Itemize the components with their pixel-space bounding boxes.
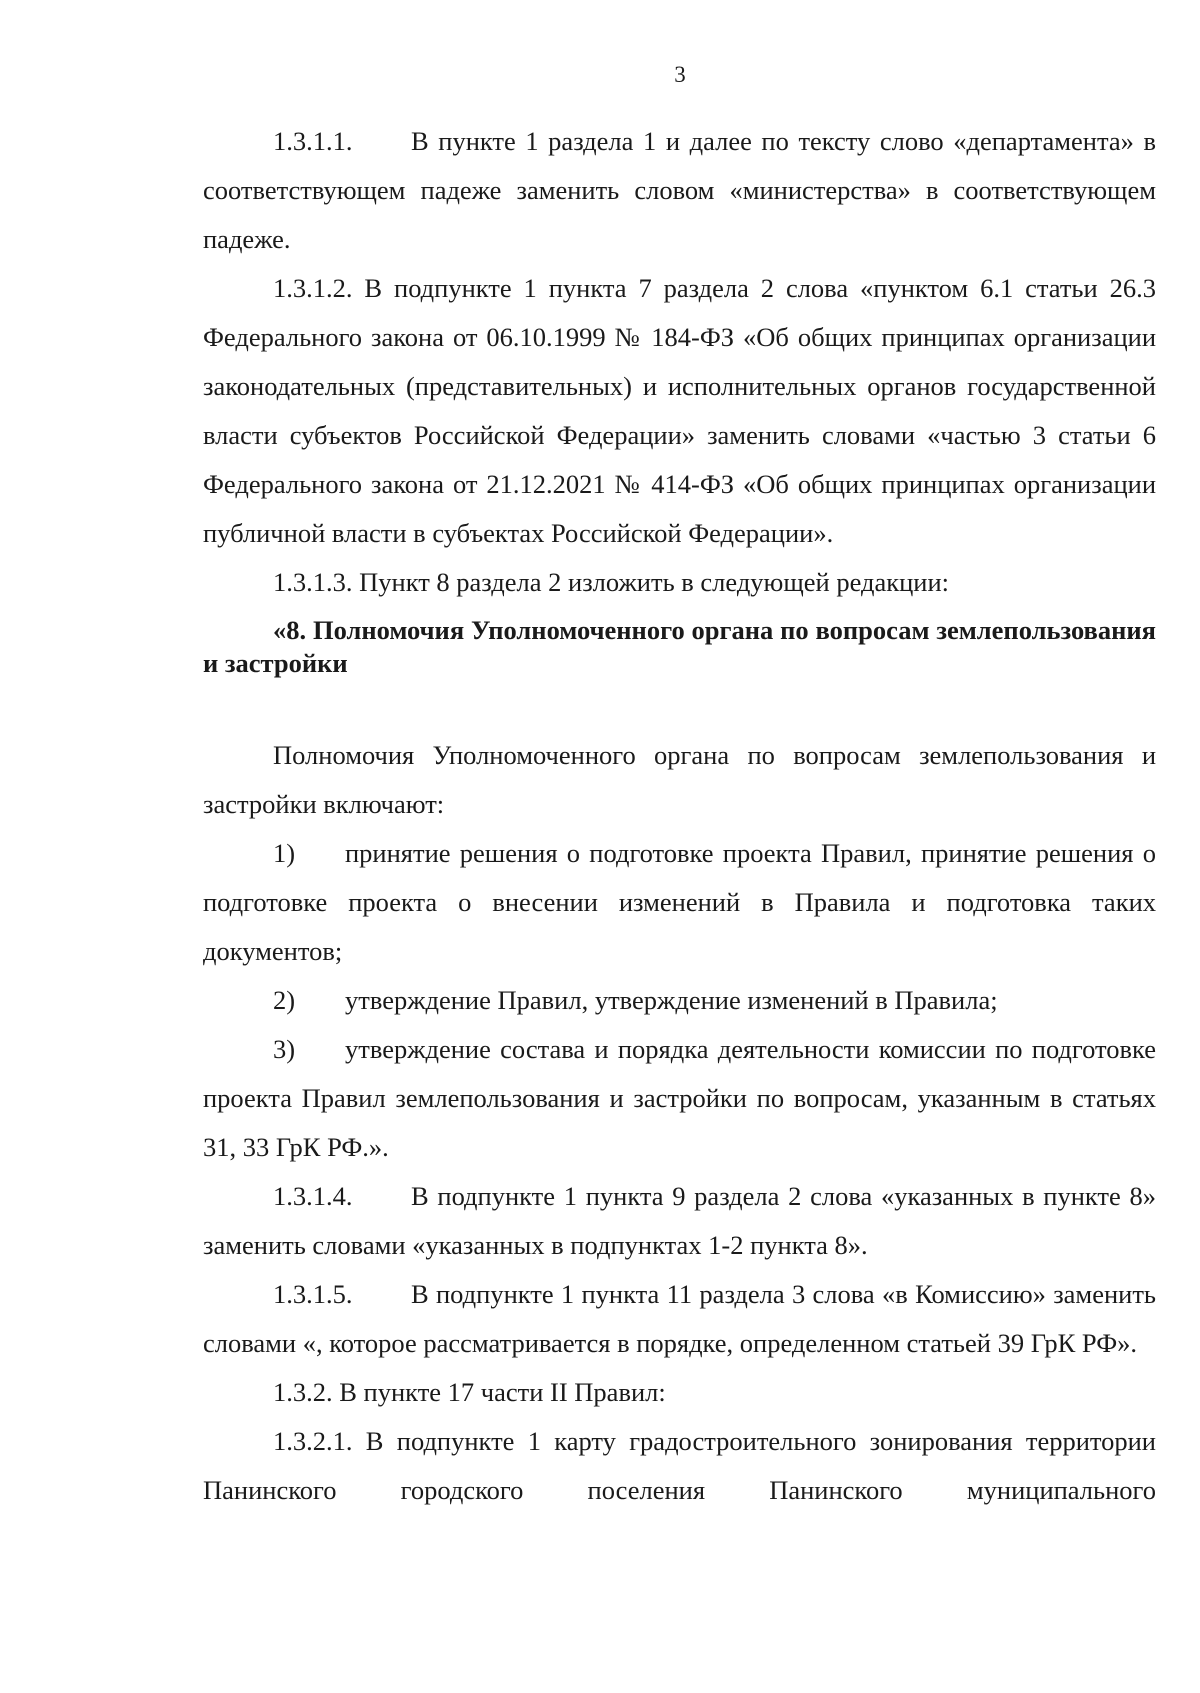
paragraph-1-3-1-4 [203, 1172, 1156, 1270]
paragraph-1-3-1-2: 1.3.1.2. В подпункте 1 пункта 7 раздела 2 слова «пунктом 6.1 статьи 26.3 Федерального закона от 06.10.1999 № 184-ФЗ «Об общих принципах организации законодательных (представительных) и исполнительных органов государственной власти субъектов Российской Федерации» заменить словами «частью 3 статьи 6 Федерального закона от 21.12.2021 № 414-ФЗ «Об общих принципах организации публичной власти в субъектах Российской Федерации». [203, 273, 1156, 548]
list-item-number: 2) [273, 985, 296, 1015]
paragraph-powers-intro: Полномочия Уполномоченного органа по вопросам землепользования и застройки включают: [203, 740, 1156, 819]
clause-number: 1.3.1.4. [273, 1181, 353, 1211]
list-item-1 [203, 829, 1156, 976]
list-item-3 [203, 1025, 1156, 1172]
section-8-heading: «8. Полномочия Уполномоченного органа по вопросам землепользования и застройки [203, 615, 1156, 678]
clause-text: В подпункте 1 пункта 11 раздела 3 слова «в Комиссию» заменить словами «, которое рассматривается в порядке, определенном статьей 39 ГрК РФ». [203, 1279, 1156, 1358]
list-item-number: 3) [273, 1034, 296, 1064]
list-item-text: утверждение состава и порядка деятельности комиссии по подготовке проекта Правил землепользования и застройки по вопросам, указанным в статьях 31, 33 ГрК РФ.». [203, 1034, 1156, 1162]
paragraph-1-3-2-1: 1.3.2.1. В подпункте 1 карту градостроительного зонирования территории Панинского городского поселения Панинского муниципального [203, 1426, 1156, 1505]
paragraph-1-3-1-1 [203, 117, 1156, 264]
list-item-text: принятие решения о подготовке проекта Правил, принятие решения о подготовке проекта о внесении изменений в Правила и подготовка таких документов; [203, 838, 1156, 966]
clause-number: 1.3.1.5. [273, 1279, 353, 1309]
clause-number: 1.3.1.1. [273, 126, 353, 156]
clause-text: В пункте 1 раздела 1 и далее по тексту слово «департамента» в соответствующем падеже заменить словом «министерства» в соответствующем падеже. [203, 126, 1156, 254]
page-number: 3 [674, 62, 686, 87]
list-item-number: 1) [273, 838, 296, 868]
paragraph-1-3-1-5 [203, 1270, 1156, 1368]
list-item-2 [203, 976, 1156, 1025]
clause-text: В подпункте 1 пункта 9 раздела 2 слова «указанных в пункте 8» заменить словами «указанных в подпунктах 1-2 пункта 8». [203, 1181, 1156, 1260]
document-body [203, 117, 1156, 1515]
list-item-text: утверждение Правил, утверждение изменений в Правила; [345, 985, 998, 1015]
paragraph-1-3-2: 1.3.2. В пункте 17 части II Правил: [273, 1377, 666, 1407]
paragraph-1-3-1-3: 1.3.1.3. Пункт 8 раздела 2 изложить в следующей редакции: [273, 567, 950, 597]
